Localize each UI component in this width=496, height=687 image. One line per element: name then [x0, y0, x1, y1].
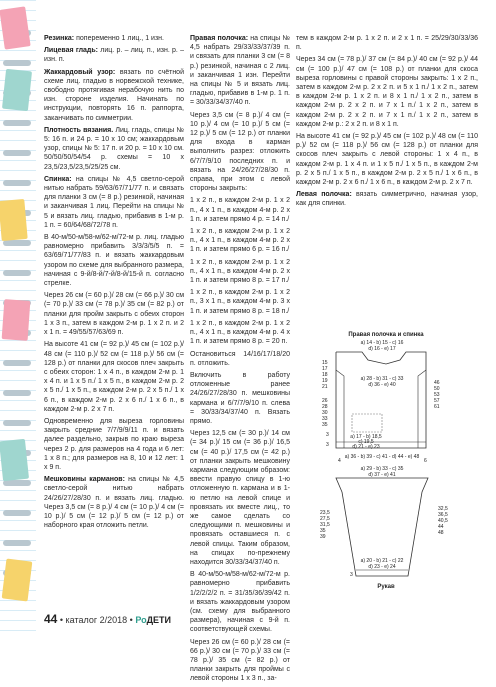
dimension-value: 23,5 [320, 510, 330, 516]
section-heading: Плотность вязания. [44, 126, 114, 134]
dimension-label: d) 16 - e) 17 [368, 346, 396, 352]
dimension-value: 3 [326, 442, 329, 448]
spiral-ring-icon [3, 420, 31, 426]
left-dimensions [320, 510, 330, 540]
paragraph-text: Через 12,5 см (= 30 р.)/ 14 см (= 34 р.)/ 15 см (= 36 р.)/ 16,5 см (= 40 р.)/ 17,5 см (= 42 р.) от планки закрыть мешковину кармана следующим образом: ввести правую спицу в 1-ю отложенную п. кармана и в 1-ю петлю на левой спице и провязать их вместе лиц., то же самое сделать со следующими п. мешковины и провязать оставшиеся п. с левой спицы. Таким образом, на спицах по-прежнему находится 30/33/34/37/40 п. [190, 430, 290, 566]
diagram-title: Рукав [377, 584, 395, 590]
page-footer [44, 612, 171, 626]
dimension-value: 35 [320, 528, 326, 534]
spiral-ring-icon [3, 180, 31, 186]
paragraph-text: В 40-м/50-м/58-м/62-м/72-м р. лиц. гладью равномерно прибавить 3/3/3/5/5 п. = 63/69/71/77/83 п. и вязать жаккардовым узором по схеме для выбранного размера, начиная с 9-й/8-й/7-й/8-й/15-й п. согласно стрелке. [44, 234, 184, 288]
catalog-label: • каталог 2/2018 • [59, 615, 133, 625]
dimension-label: d) 37 - e) 41 [368, 472, 396, 478]
paragraph-text: попеременно 1 лиц., 1 изн. [76, 35, 164, 42]
dimension-label: d) 23 - e) 24 [368, 564, 396, 570]
paragraph-text: Включить в работу отложенные ранее 24/26/27/28/30 п. мешковины кармана и 6/7/7/9/10 п. слева = 30/33/34/37/40 п. Вязать прямо. [190, 371, 290, 425]
paragraph-text: На высоте 41 см (= 92 р.)/ 45 см (= 102 р.)/ 48 см (= 110 р.)/ 52 см (= 118 р.)/ 56 см (= 128 р.) от планки для скосов плеч закрыть с левой стороны: 1 х 4 п., в каждом 2-м р. 1 х 4 п. и 1 х 5 п./ 1 х 5 п., в каждом 2-м р. 2 х 5 п./ 1 х 5 п., в каждом 2-м р. 2 х 5 п./ 1 х 6 п., в каждом 2-м р. 2 х 6 п./ 1 х 6 п., в каждом 2-м р. 2 х 7 п. [296, 133, 478, 187]
paragraph-text: на спицы № 4,5 светло-серой нитью набрать 59/63/67/71/77 п. и связать для планки 3 см (= 8 р.) резинкой, начиная и заканчивая 1 лиц. Перейти на спицы № 5 и вязать лиц. гладью, прибавив в 1-м р. 1 п. = 60/64/68/72/78 п. [44, 175, 184, 229]
paragraph [296, 34, 478, 52]
paragraph-text: 1 х 2 п., в каждом 2-м р. 1 х 2 п., 3 х 1 п., в каждом 4-м р. 3 х 1 п. и затем прямо 8 р. = 18 п./ [190, 289, 290, 315]
paragraph [190, 34, 290, 108]
spiral-ring-icon [3, 510, 31, 516]
paragraph [44, 417, 184, 472]
sticky-note-teal-icon [2, 69, 32, 111]
paragraph [190, 319, 290, 347]
dimension-value: 18 [322, 372, 328, 378]
spiral-ring-icon [3, 540, 31, 546]
paragraph [190, 371, 290, 426]
dimension-value: 44 [438, 524, 444, 530]
paragraph [190, 288, 290, 316]
section-heading: Жаккардовый узор: [44, 68, 116, 76]
section-heading: Мешковины карманов: [44, 476, 125, 484]
dimension-value: 46 [434, 380, 440, 386]
paragraph [190, 227, 290, 255]
sticky-note-yellow-icon [2, 559, 33, 602]
dimension-value: 40,5 [438, 518, 448, 524]
dimension-label: a) 20 - b) 21 - c) 22 [360, 558, 404, 564]
dimension-value: 36,5 [438, 512, 448, 518]
dimension-value: 39 [320, 534, 326, 540]
dimension-value: 6 [424, 458, 427, 464]
paragraph-text: на спицы № 4,5 набрать 29/33/33/37/39 п. и связать для планки 3 см (= 8 р.) резинкой, начиная с 2 лиц. и заканчивая 1 изн. Перейти на спицы № 5 и вязать лиц. гладью, прибавив в 1-м р. 1 п. = 30/33/34/37/40 п. [190, 35, 290, 107]
dimension-label: d) 21 - e) 23 [352, 444, 380, 450]
section-heading: Левая полочка: [296, 191, 352, 199]
sticky-note-pink-icon [0, 6, 31, 49]
dimension-label: d) 36 - e) 40 [368, 382, 396, 388]
paragraph [44, 34, 184, 43]
armhole-line [418, 370, 426, 448]
dimension-label: a) 28 - b) 31 - c) 33 [360, 376, 404, 382]
dimension-value: 35 [322, 422, 328, 428]
paragraph-text: Через 26 см (= 60 р.)/ 28 см (= 66 р.)/ 30 см (= 70 р.)/ 33 см (= 78 р.)/ 35 см (= 82 р.) от планки для пройм закрыть с обеих сторон 1 х 3 п., затем в каждом 2-м р. 1 х 2 п. и 2 х 1 п. = 49/55/57/63/69 п. [44, 292, 184, 337]
paragraph [190, 429, 290, 567]
paragraph-text: На высоте 41 см (= 92 р.)/ 45 см (= 102 р.)/ 48 см (= 110 р.)/ 52 см (= 118 р.)/ 56 см (= 128 р.) от планки для скосов плеч закрыть с обеих сторон: 1 х 4 п., в каждом 2-м р. 1 х 4 п. и 1 х 5 п./ 1 х 5 п., в каждом 2-м р. 2 х 5 п./ 1 х 5 п., в каждом 2-м р. 2 х 5 п./ 1 х 6 п., в каждом 2-м р. 2 х 6 п./ 1 х 6 п., в каждом 2-м р. 2 х 7 п. [44, 341, 184, 413]
dimension-value: 50 [434, 386, 440, 392]
paragraph [44, 475, 184, 530]
dimension-value: 21 [322, 384, 328, 390]
dimension-value: 4 [338, 458, 341, 464]
text-column-1 [44, 34, 184, 533]
dimension-value: 27,5 [320, 516, 330, 522]
dimension-value: 31,5 [320, 522, 330, 528]
sticky-note-teal-icon [0, 439, 29, 481]
pattern-diagram [296, 330, 476, 610]
dimension-value: 57 [434, 398, 440, 404]
right-dimensions [438, 506, 448, 536]
spiral-ring-icon [3, 120, 31, 126]
dimension-value: 61 [434, 404, 440, 410]
paragraph-text: Через 34 см (= 78 р.)/ 37 см (= 84 р.)/ 40 см (= 92 р.)/ 44 см (= 100 р.)/ 47 см (= 108 р.) от планки для скоса выреза горловины с правой стороны закрыть: 1 х 2 п., затем в каждом 2-м р. 2 х 2 п. и 5 х 1 п./ 1 х 2 п., затем в каждом 2-м р. 1 х 2 п. и 8 х 1 п./ 1 х 2 п., затем в каждом 2-м р. 2 х 2 п. и 7 х 1 п./ 1 х 2 п., затем в каждом 2-м р. 2 х 2 п. и 7 х 1 п./ 1 х 2 п., затем в каждом 2-м р.: 2 х 2 п. и 8 х 1 п. [296, 56, 478, 128]
paragraph [190, 350, 290, 368]
sticky-note-pink-icon [2, 299, 31, 341]
dimension-value: 28 [322, 404, 328, 410]
dimension-value: 53 [434, 392, 440, 398]
section-heading: Лицевая гладь: [44, 47, 99, 55]
paragraph-text: 1 х 2 п., в каждом 2-м р. 1 х 2 п., 4 х 1 п., в каждом 4-м р. 4 х 1 п. и затем прямо 8 р. = 20 п. [190, 319, 290, 346]
paragraph-text: 1 х 2 п., в каждом 2-м р. 1 х 2 п., 4 х 1 п., в каждом 4-м р. 2 х 1 п. и затем прямо 4 р. = 14 п./ [190, 197, 290, 223]
paragraph-text: Через 26 см (= 60 р.)/ 28 см (= 66 р.)/ 30 см (= 70 р.)/ 33 см (= 78 р.)/ 35 см (= 82 р.) от планки закрыть для проймы с левой стороны 1 х 3 п., за- [190, 638, 290, 683]
paragraph [44, 126, 184, 172]
dimension-value: 26 [322, 398, 328, 404]
sticky-note-yellow-icon [0, 199, 28, 241]
spiral-ring-icon [3, 60, 31, 66]
paragraph [190, 258, 290, 286]
paragraph [190, 570, 290, 634]
right-dimensions [434, 380, 440, 410]
dimension-value: 19 [322, 378, 328, 384]
dimension-value: 17 [322, 366, 328, 372]
paragraph-text: на спицы № 4,5 светло-серой нитью набрать 24/26/27/28/30 п. и вязать лиц. гладью. Через 3,5 см (= 8 р.)/ 4 см (= 10 р.)/ 4 см (= 10 р.)/ 5 см (= 12 р.)/ 5 см (= 12 р.) от наборного края отложить петли. [44, 476, 184, 530]
dimension-value: 32,5 [438, 506, 448, 512]
brand-logo-part2: ДЕТИ [146, 615, 172, 625]
paragraph-text: 1 х 2 п., в каждом 2-м р. 1 х 2 п., 4 х 1 п., в каждом 4-м р. 2 х 1 п. и затем прямо 8 р. = 17 п./ [190, 258, 290, 285]
spiral-ring-icon [3, 480, 31, 486]
paragraph-text: Лиц. гладь, спицы № 5: 16 п. и 24 р. = 10 х 10 см; жаккардовым узор, спицы № 5: 17 п. и 20 р. = 10 х 10 см. 50/50/50/54/54 р. схемы = 10 х 23,5/23,5/23,5/25/25 см. [44, 126, 184, 171]
spiral-ring-icon [3, 270, 31, 276]
diagram-title: Правая полочка и спинка [348, 332, 424, 338]
paragraph [296, 132, 478, 187]
paragraph [44, 340, 184, 414]
section-heading: Резинка: [44, 35, 75, 42]
paragraph-text: вязать симметрично, начиная узор, как для спинки. [296, 191, 478, 208]
paragraph [44, 233, 184, 288]
dimension-value: 15 [322, 360, 328, 366]
dimension-value: 33 [322, 416, 328, 422]
paragraph-text: 1 х 2 п., в каждом 2-м р. 1 х 2 п., 4 х 1 п., в каждом 4-м р. 2 х 1 п. и затем прямо 6 р. = 16 п./ [190, 228, 290, 254]
paragraph [44, 68, 184, 123]
dimension-label: a) 14 - b) 15 - c) 16 [360, 340, 404, 346]
paragraph-text: тем в каждом 2-м р. 1 х 2 п. и 2 х 1 п. = 25/29/30/33/36 п. [296, 35, 478, 52]
text-column-2 [190, 34, 290, 687]
dimension-value: 3 [326, 432, 329, 438]
page-number: 44 [44, 612, 58, 626]
dimension-label: c) 19,5 [358, 439, 374, 445]
paragraph-text: Остановиться 14/16/17/18/20 п. отложить. [190, 350, 290, 367]
paragraph [44, 175, 184, 230]
section-heading: Правая полочка: [190, 35, 249, 42]
paragraph-text: Одновременно для выреза горловины закрыть средние 7/7/9/9/11 п. и вязать далее раздельно, закрыв по краю выреза через 2 р. для размеров на 4 года и 6 лет: 1 х 8 п.; для размеров на 8, 10 и 12 лет: 1 х 9 п. [44, 417, 184, 471]
spiral-ring-icon [3, 240, 31, 246]
brand-logo-part1: Ро [135, 615, 147, 625]
dimension-label: a) 36 - b) 39 - c) 41 - d) 44 - e) 48 [344, 454, 420, 460]
section-heading: Спинка: [44, 175, 72, 183]
paragraph [44, 291, 184, 337]
paragraph-text: В 40-м/50-м/58-м/62-м/72-м р. равномерно прибавить 1/2/2/2/2 п. = 31/35/36/39/42 п. и вязать жаккардовым узором (см. схему для выбранного размера), начиная с 9-й п. соответствующей схемы. [190, 571, 290, 634]
dimension-value: 48 [438, 530, 444, 536]
left-dimensions [322, 360, 329, 448]
paragraph [296, 190, 478, 208]
paragraph [190, 111, 290, 194]
paragraph [44, 46, 184, 64]
spiral-ring-icon [3, 150, 31, 156]
paragraph-text: Через 3,5 см (= 8 р.)/ 4 см (= 10 р.)/ 4 см (= 10 р.)/ 5 см (= 12 р.)/ 5 см (= 12 р.) от планки для входа в карман выполнить разрез: отложить 6/7/7/9/10 последних п. и вязать на 24/26/27/28/30 п. справа, при этом с левой стороны закрыть: [190, 111, 290, 193]
dimension-value: 30 [322, 410, 328, 416]
spiral-ring-icon [3, 360, 31, 366]
text-column-3 [296, 34, 478, 212]
armhole-line [336, 370, 344, 448]
dimension-value: 3 [350, 572, 353, 578]
dimension-label: a) 29 - b) 33 - c) 35 [360, 466, 404, 472]
paragraph [190, 638, 290, 684]
paragraph [190, 196, 290, 224]
spiral-ring-icon [3, 390, 31, 396]
paragraph-text: вязать по счётной схеме лиц. гладью в норвежской технике, свободно протягивая нерабочую нить по изн. стороне изделия. Начинать по инструкции, повторять 16 п. раппорта, заканчивать по симметрии. [44, 68, 184, 122]
dimension-label: a) 17 - b) 18,5 [350, 434, 382, 440]
paragraph [296, 55, 478, 129]
paragraph-text: лиц. р. – лиц. п., изн. р. – изн. п. [44, 47, 185, 64]
pocket-outline [352, 414, 382, 432]
